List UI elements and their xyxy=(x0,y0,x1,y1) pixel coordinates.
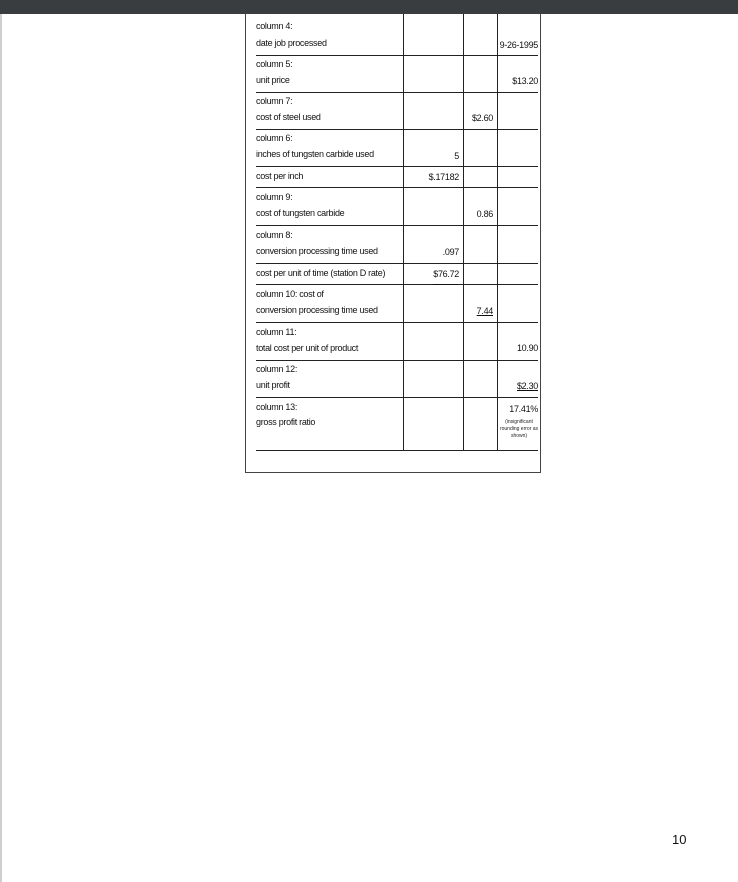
page-number: 10 xyxy=(672,832,687,847)
row-separator xyxy=(256,360,538,361)
row-label: unit profit xyxy=(256,380,290,390)
column-divider-2 xyxy=(463,14,464,451)
row-label: cost of steel used xyxy=(256,112,321,122)
row-label: date job processed xyxy=(256,38,327,48)
row-separator xyxy=(256,263,538,264)
row-label-top: column 8: xyxy=(256,230,293,240)
column-divider-1 xyxy=(403,14,404,451)
cell-value: 5 xyxy=(454,151,459,161)
viewer-top-bar xyxy=(0,0,738,14)
row-label-top: column 6: xyxy=(256,133,293,143)
row-label-top: column 13: xyxy=(256,402,298,412)
cell-value: 7.44 xyxy=(476,306,493,316)
row-label: gross profit ratio xyxy=(256,417,316,427)
cell-value: 0.86 xyxy=(476,209,493,219)
cell-value: $2.30 xyxy=(516,381,538,391)
row-separator xyxy=(256,92,538,93)
row-label-top: column 9: xyxy=(256,192,293,202)
row-separator xyxy=(256,166,538,167)
cell-value: .097 xyxy=(442,247,459,257)
row-label-top: column 5: xyxy=(256,59,293,69)
viewer-left-edge xyxy=(0,14,2,882)
row-label-top: column 10: cost of xyxy=(256,289,324,299)
row-label: conversion processing time used xyxy=(256,246,378,256)
row-label-top: column 11: xyxy=(256,327,297,337)
rounding-note: (insignificant rounding error as shown) xyxy=(499,419,539,439)
row-separator xyxy=(256,187,538,188)
row-label: inches of tungsten carbide used xyxy=(256,149,374,159)
row-separator xyxy=(256,225,538,226)
underline-mark xyxy=(433,284,458,285)
cell-value: $13.20 xyxy=(512,76,538,86)
row-separator xyxy=(256,284,538,285)
row-separator xyxy=(256,450,538,451)
row-separator xyxy=(256,129,538,130)
row-label: total cost per unit of product xyxy=(256,343,359,353)
row-label: cost per unit of time (station D rate) xyxy=(256,268,386,278)
row-label-top: column 12: xyxy=(256,364,298,374)
row-label: unit price xyxy=(256,75,290,85)
row-label-top: column 4: xyxy=(256,21,293,31)
row-label: cost of tungsten carbide xyxy=(256,208,345,218)
row-separator xyxy=(256,322,538,323)
row-label: conversion processing time used xyxy=(256,305,378,315)
cell-value: $2.60 xyxy=(471,113,493,123)
row-label-top: column 7: xyxy=(256,96,293,106)
cell-value: 9-26-1995 xyxy=(499,40,538,50)
cell-value: 17.41% xyxy=(509,404,538,414)
column-divider-3 xyxy=(497,14,498,451)
cell-value: $.17182 xyxy=(428,172,459,182)
cell-value: 10.90 xyxy=(516,343,538,353)
cell-value: $76.72 xyxy=(433,269,459,279)
row-label: cost per inch xyxy=(256,171,304,181)
row-separator xyxy=(256,397,538,398)
row-separator xyxy=(256,55,538,56)
